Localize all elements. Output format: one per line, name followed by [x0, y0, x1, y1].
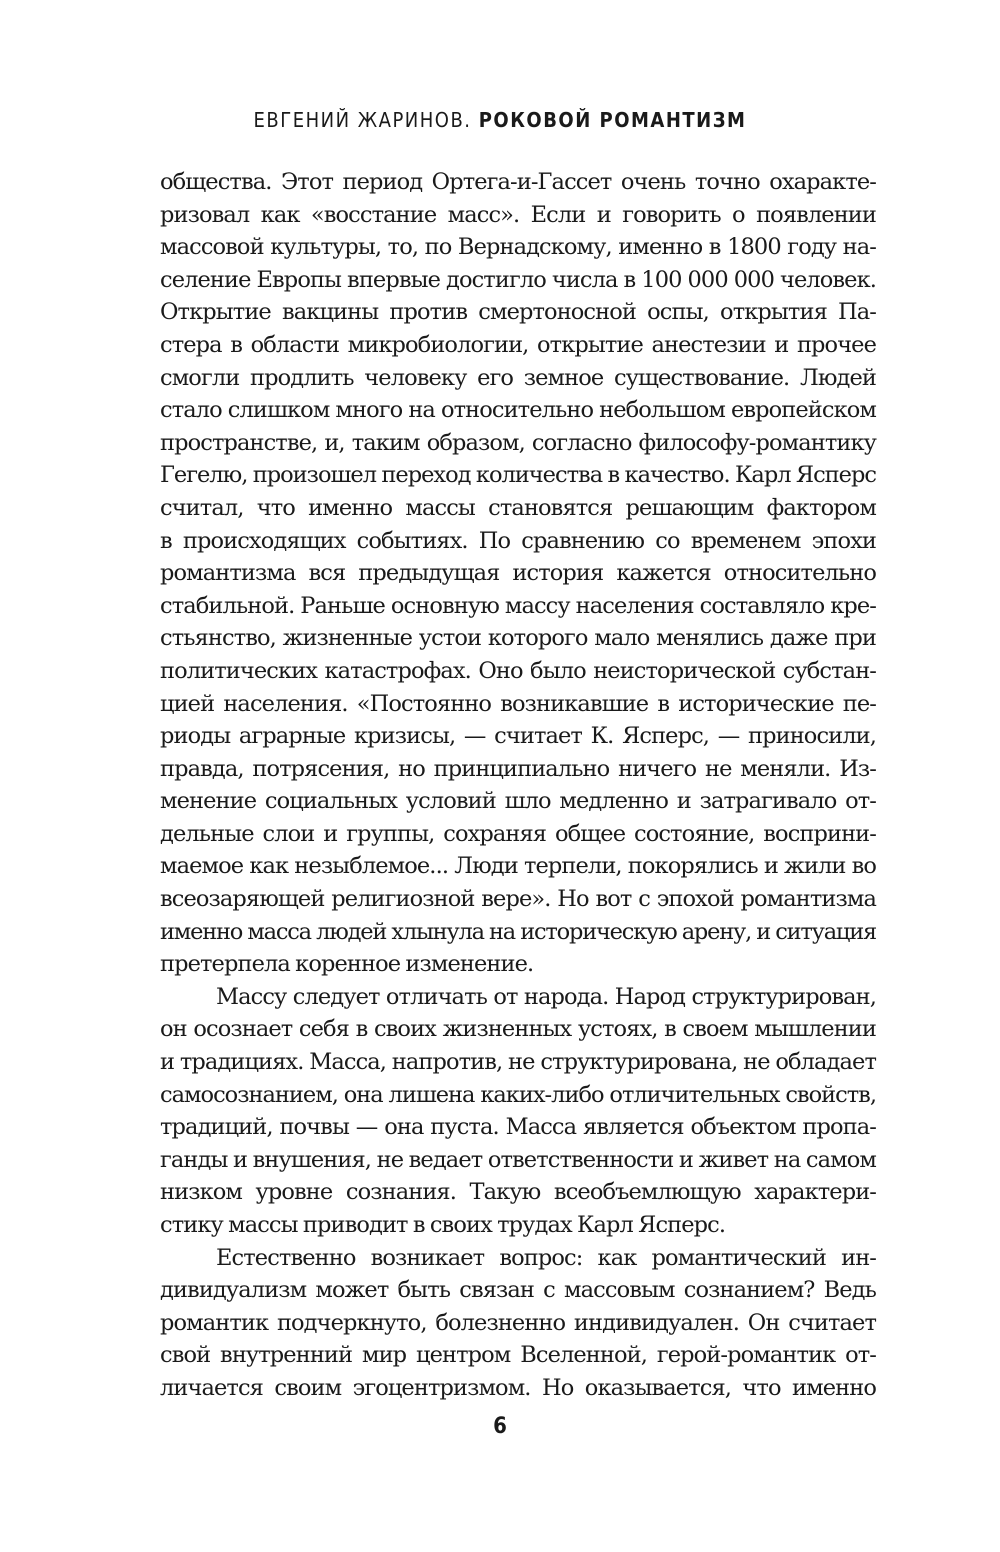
text-line: ганды и внушения, не ведает ответственности и живет на самом [160, 1146, 876, 1173]
text-line: самосознанием, она лишена каких-либо отличительных свойств, [160, 1081, 876, 1108]
text-line: селение Европы впервые достигло числа в 100 000 000 человек. [160, 266, 876, 293]
text-line: дельные слои и группы, сохраняя общее состояние, восприни- [160, 820, 876, 847]
text-line: Открытие вакцины против смертоносной оспы, открытия Па- [160, 299, 876, 326]
text-line: пространстве, и, таким образом, согласно философу-романтику [160, 429, 876, 456]
paragraph-3 [160, 1242, 876, 1405]
text-line: стало слишком много на относительно небольшом европейском [160, 397, 876, 424]
text-line: Гегелю, произошел переход количества в качество. Карл Ясперс [160, 462, 876, 489]
text-line: традиций, почвы — она пуста. Масса является объектом пропа- [160, 1114, 876, 1141]
text-line: романтик подчеркнуто, болезненно индивидуален. Он считает [160, 1309, 876, 1336]
text-line: риоды аграрные кризисы, — считает К. Ясперс, — приносили, [160, 723, 876, 750]
page-number: 6 [493, 1414, 507, 1439]
paragraph-1 [160, 166, 876, 981]
text-line: менение социальных условий шло медленно и затрагивало от- [160, 788, 876, 815]
text-line: дивидуализм может быть связан с массовым сознанием? Ведь [160, 1277, 876, 1304]
text-line: именно масса людей хлынула на историческую арену, и ситуация [160, 918, 876, 945]
text-line: всеозаряющей религиозной вере». Но вот с эпохой романтизма [160, 886, 876, 913]
text-line: свой внутренний мир центром Вселенной, герой-романтик от- [160, 1342, 876, 1369]
text-line: претерпела коренное изменение. [160, 951, 534, 978]
text-line: общества. Этот период Ортега-и-Гассет очень точно охаракте- [160, 169, 876, 195]
text-line: он осознает себя в своих жизненных устоях, в своем мышлении [160, 1016, 876, 1043]
text-line: массовой культуры, то, по Вернадскому, именно в 1800 году на- [160, 234, 876, 261]
text-line: в происходящих событиях. По сравнению со временем эпохи [160, 527, 876, 554]
text-line: цией населения. «Постоянно возникавшие в исторические пе- [160, 690, 876, 717]
text-line: стабильной. Раньше основную массу населения составляло кре- [160, 592, 876, 619]
text-line: маемое как незыблемое... Люди терпели, покорялись и жили во [160, 853, 876, 880]
running-head [0, 108, 1000, 132]
body-text [160, 166, 876, 1405]
paragraph-2 [160, 981, 876, 1242]
running-head-author: ЕВГЕНИЙ ЖАРИНОВ. [253, 108, 472, 132]
text-line: низком уровне сознания. Такую всеобъемлющую характери- [160, 1179, 876, 1206]
text-line: стику массы приводит в своих трудах Карл Ясперс. [160, 1212, 726, 1238]
text-line: стьянство, жизненные устои которого мало менялись даже при [160, 625, 876, 652]
text-line: политических катастрофах. Оно было неисторической субстан- [160, 657, 876, 684]
text-line: романтизма вся предыдущая история кажется относительно [160, 560, 876, 587]
text-line: ризовал как «восстание масс». Если и говорить о появлении [160, 201, 876, 228]
text-line: и традициях. Масса, напротив, не структурирована, не обладает [160, 1049, 876, 1076]
text-line: считал, что именно массы становятся решающим фактором [160, 494, 876, 521]
text-line: Естественно возникает вопрос: как романтический ин- [216, 1244, 876, 1271]
text-line: правда, потрясения, но принципиально ничего не меняли. Из- [160, 755, 876, 782]
text-line: смогли продлить человеку его земное существование. Людей [160, 364, 876, 391]
text-line: стера в области микробиологии, открытие анестезии и прочее [160, 331, 876, 358]
text-line: Массу следует отличать от народа. Народ структурирован, [216, 983, 876, 1010]
running-head-title: РОКОВОЙ РОМАНТИЗМ [478, 108, 747, 132]
text-line: личается своим эгоцентризмом. Но оказывается, что именно [160, 1374, 876, 1401]
